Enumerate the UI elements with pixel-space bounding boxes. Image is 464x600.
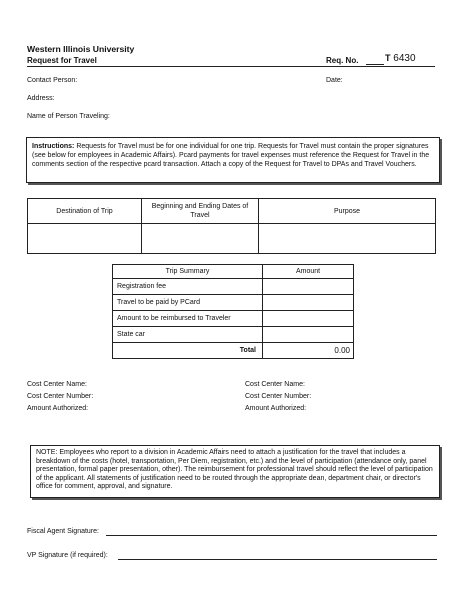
- summary-row-label: State car: [113, 327, 263, 343]
- req-no-label: Req. No.: [326, 56, 359, 65]
- purpose-cell[interactable]: [259, 224, 436, 254]
- req-no-underline: [366, 64, 384, 65]
- vp-signature-line[interactable]: [118, 559, 437, 560]
- summary-amount-cell[interactable]: [263, 279, 354, 295]
- summary-row-label: Travel to be paid by PCard: [113, 295, 263, 311]
- req-no-field[interactable]: [385, 53, 416, 64]
- university-name: Western Illinois University: [27, 44, 135, 54]
- table-row: [113, 295, 354, 311]
- summary-row-label: Registration fee: [113, 279, 263, 295]
- destination-header: Destination of Trip: [28, 199, 142, 224]
- total-amount[interactable]: 0.00: [263, 343, 354, 359]
- cost-center-name-right[interactable]: Cost Center Name:: [245, 381, 305, 388]
- table-row: [113, 343, 354, 359]
- purpose-header: Purpose: [259, 199, 436, 224]
- contact-person-field[interactable]: Contact Person:: [27, 77, 78, 84]
- cost-center-number-right[interactable]: Cost Center Number:: [245, 393, 312, 400]
- fiscal-agent-signature-label: Fiscal Agent Signature:: [27, 528, 99, 535]
- cost-center-name-left[interactable]: Cost Center Name:: [27, 381, 87, 388]
- instructions-box: [26, 137, 440, 183]
- summary-amount-cell[interactable]: [263, 311, 354, 327]
- trip-summary-table: [112, 264, 354, 359]
- summary-row-label: Amount to be reimbursed to Traveler: [113, 311, 263, 327]
- destination-cell[interactable]: [28, 224, 142, 254]
- trip-details-table: [27, 198, 436, 254]
- cost-center-number-left[interactable]: Cost Center Number:: [27, 393, 94, 400]
- table-row: [113, 279, 354, 295]
- academic-affairs-note: NOTE: Employees who report to a division in Academic Affairs need to attach a justification for the travel that includes a breakdown of the costs (hotel, transportation, Per Diem, registration, etc.) and the level of participation (attendance only, panel presentation, formal paper presentation, other). The reimbursement for professional travel should reflect the level of participation of the applicant. All statements of justification need to be routed through the appropriate dean, department chair, or director's office for comment, approval, and signature.: [30, 445, 440, 498]
- address-field[interactable]: Address:: [27, 95, 55, 102]
- vp-signature-label: VP Signature (if required):: [27, 552, 108, 559]
- total-label: Total: [113, 343, 263, 359]
- table-row: [113, 327, 354, 343]
- instructions-text: Requests for Travel must be for one individual for one trip. Requests for Travel must contain the proper signatures (see below for employees in Academic Affairs). Pcard payments for travel expenses must reference the Request for Travel in the comments section of the respective pcard transaction. Attach a copy of the Request for Travel to DPAs and Travel Vouchers.: [32, 143, 430, 168]
- dates-header: Beginning and Ending Dates of Travel: [142, 199, 259, 224]
- dates-cell[interactable]: [142, 224, 259, 254]
- form-title: Request for Travel: [27, 56, 97, 65]
- amount-authorized-left[interactable]: Amount Authorized:: [27, 405, 89, 412]
- table-row: [113, 311, 354, 327]
- amount-header: Amount: [263, 265, 354, 279]
- amount-authorized-right[interactable]: Amount Authorized:: [245, 405, 307, 412]
- header-divider: [27, 66, 435, 67]
- trip-summary-header: Trip Summary: [113, 265, 263, 279]
- summary-amount-cell[interactable]: [263, 327, 354, 343]
- date-field[interactable]: Date:: [326, 77, 343, 84]
- instructions-label: Instructions:: [32, 143, 75, 150]
- fiscal-agent-signature-line[interactable]: [106, 535, 437, 536]
- name-traveling-field[interactable]: Name of Person Traveling:: [27, 113, 110, 120]
- req-no-value: 6430: [393, 53, 416, 64]
- summary-amount-cell[interactable]: [263, 295, 354, 311]
- req-no-prefix: T: [385, 53, 391, 63]
